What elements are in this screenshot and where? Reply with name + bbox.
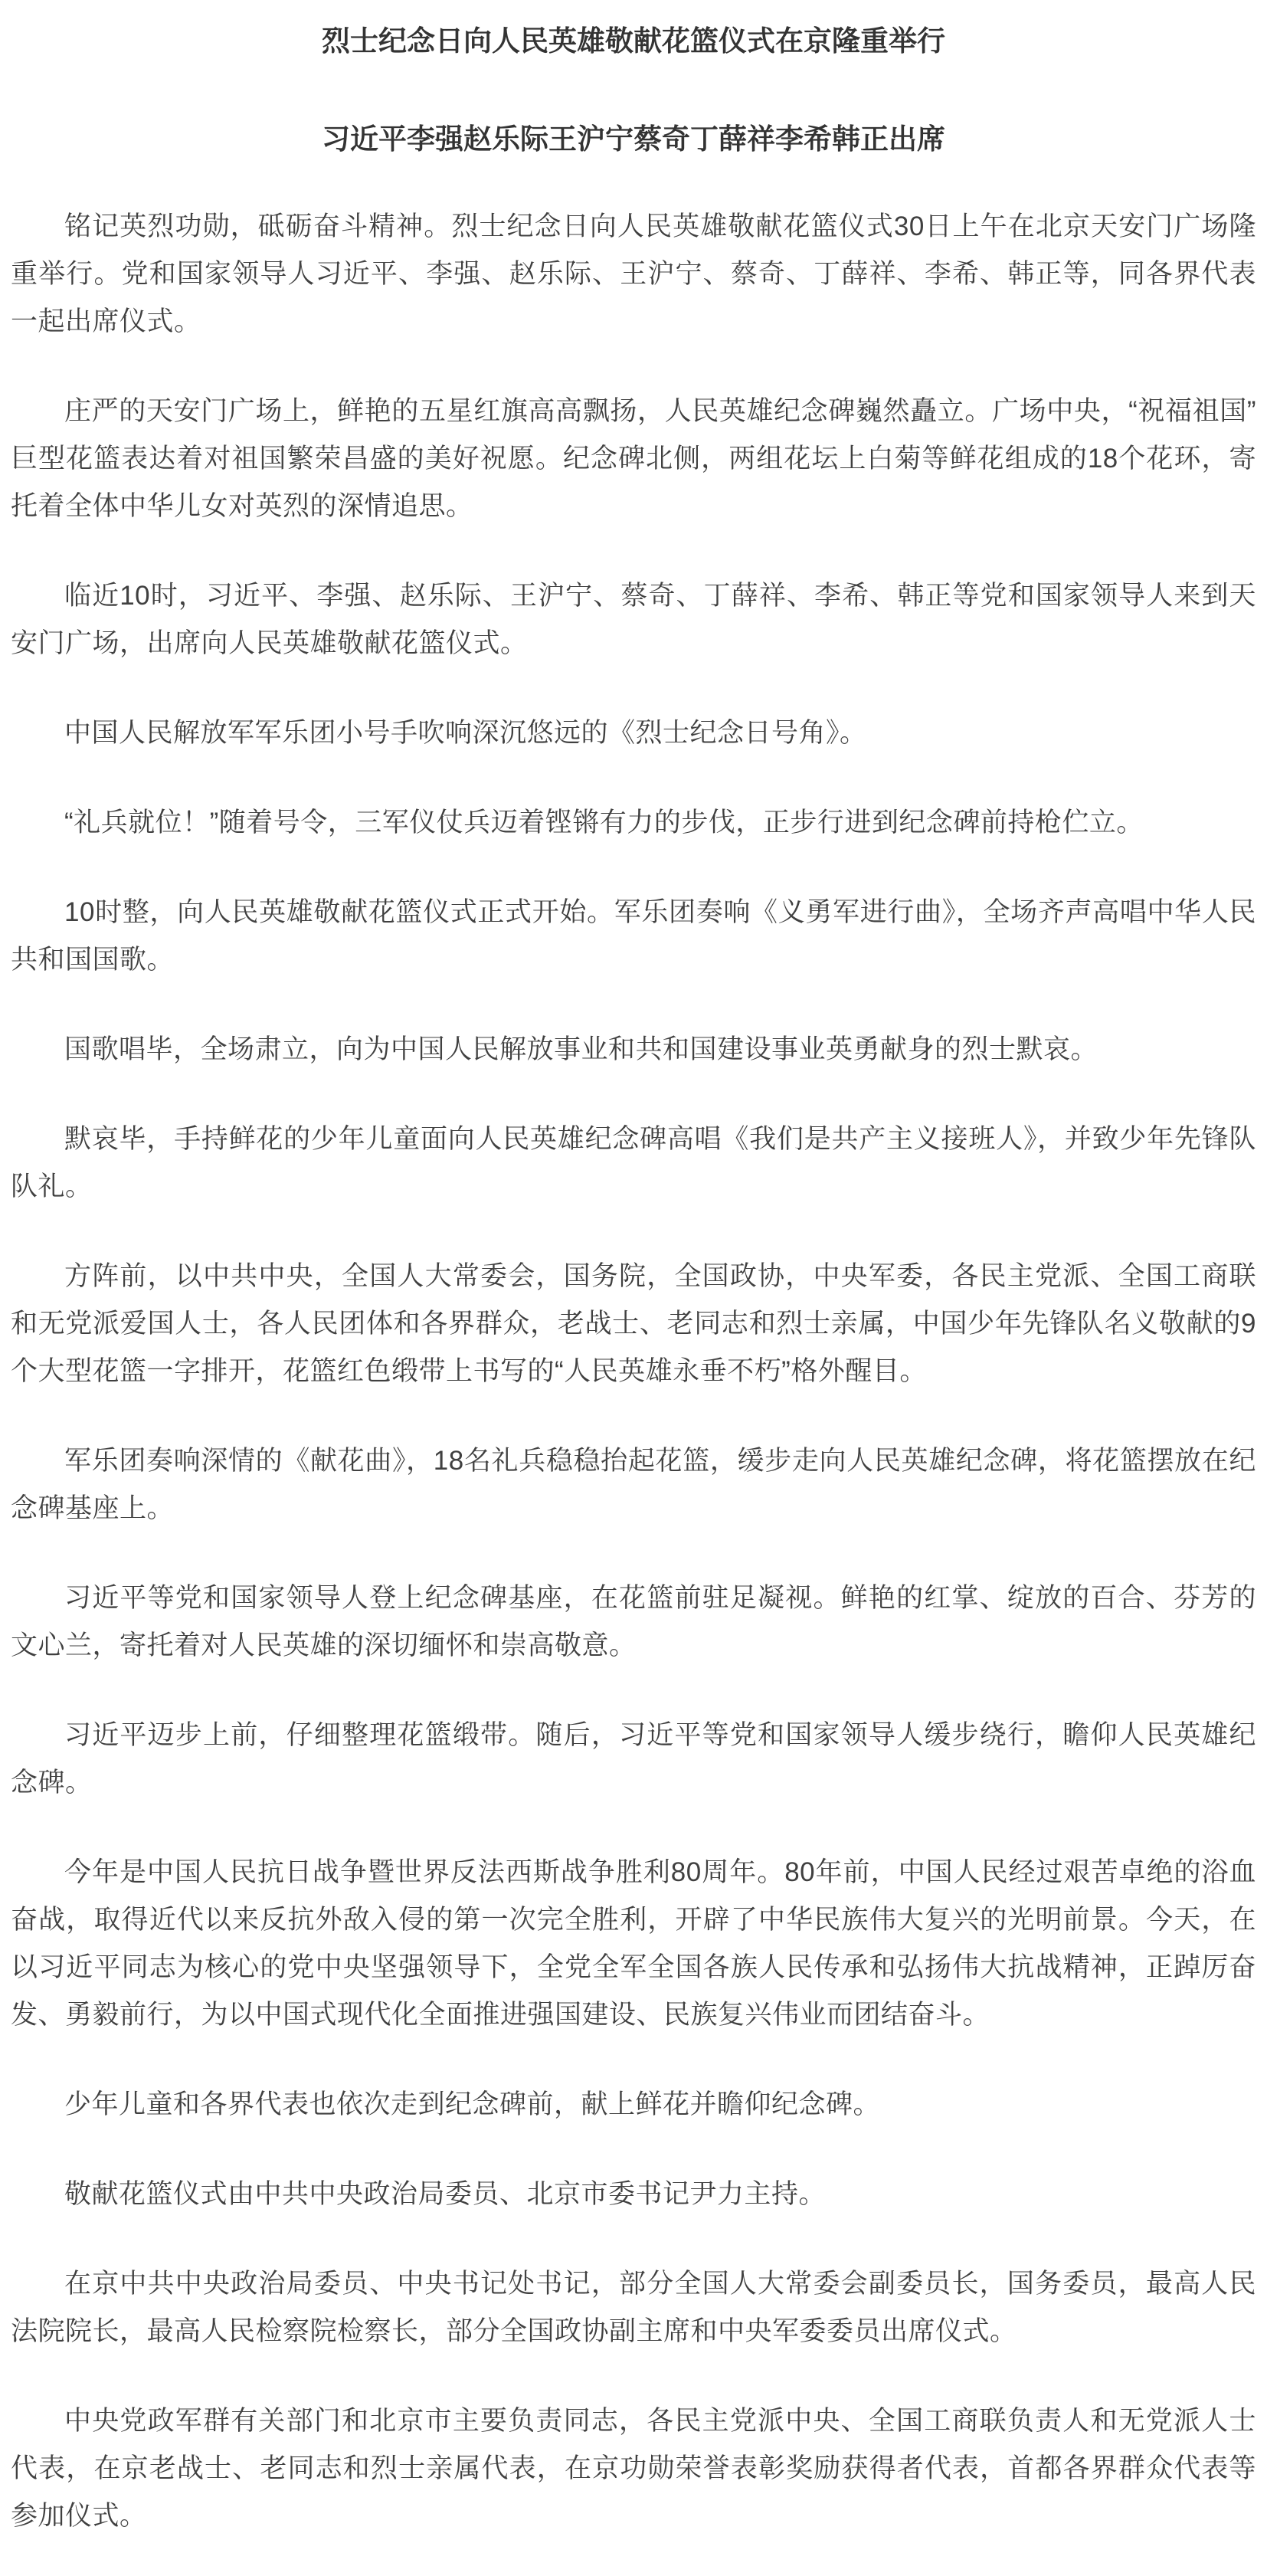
article-body [11, 203, 1256, 2540]
article-title: 烈士纪念日向人民英雄敬献花篮仪式在京隆重举行 [322, 25, 945, 57]
paragraph: 中央党政军群有关部门和北京市主要负责同志，各民主党派中央、全国工商联负责人和无党派人士代表，在京老战士、老同志和烈士亲属代表，在京功勋荣誉表彰奖励获得者代表，首都各界群众代表等参加仪式。 [11, 2406, 1256, 2532]
paragraph: “礼兵就位！”随着号令，三军仪仗兵迈着铿锵有力的步伐，正步行进到纪念碑前持枪伫立。 [64, 808, 1144, 838]
paragraph: 方阵前，以中共中央，全国人大常委会，国务院，全国政协，中央军委，各民主党派、全国工商联和无党派爱国人士，各人民团体和各界群众，老战士、老同志和烈士亲属，中国少年先锋队名义敬献的9个大型花篮一字排开，花篮红色缎带上书写的“人民英雄永垂不朽”格外醒目。 [11, 1261, 1256, 1387]
paragraph: 习近平迈步上前，仔细整理花篮缎带。随后，习近平等党和国家领导人缓步绕行，瞻仰人民英雄纪念碑。 [11, 1720, 1256, 1798]
paragraph: 铭记英烈功勋，砥砺奋斗精神。烈士纪念日向人民英雄敬献花篮仪式30日上午在北京天安门广场隆重举行。党和国家领导人习近平、李强、赵乐际、王沪宁、蔡奇、丁薛祥、李希、韩正等，同各界代表一起出席仪式。 [11, 211, 1256, 337]
paragraph: 少年儿童和各界代表也依次走到纪念碑前，献上鲜花并瞻仰纪念碑。 [64, 2089, 881, 2120]
paragraph: 10时整，向人民英雄敬献花篮仪式正式开始。军乐团奏响《义勇军进行曲》，全场齐声高唱中华人民共和国国歌。 [11, 897, 1256, 975]
paragraph: 国歌唱毕，全场肃立，向为中国人民解放事业和共和国建设事业英勇献身的烈士默哀。 [64, 1034, 1098, 1065]
paragraph: 习近平等党和国家领导人登上纪念碑基座，在花篮前驻足凝视。鲜艳的红掌、绽放的百合、芬芳的文心兰，寄托着对人民英雄的深切缅怀和崇高敬意。 [11, 1583, 1256, 1661]
paragraph: 中国人民解放军军乐团小号手吹响深沉悠远的《烈士纪念日号角》。 [64, 718, 867, 749]
paragraph: 军乐团奏响深情的《献花曲》，18名礼兵稳稳抬起花篮，缓步走向人民英雄纪念碑，将花篮摆放在纪念碑基座上。 [11, 1446, 1256, 1524]
paragraph: 庄严的天安门广场上，鲜艳的五星红旗高高飘扬，人民英雄纪念碑巍然矗立。广场中央，“祝福祖国”巨型花篮表达着对祖国繁荣昌盛的美好祝愿。纪念碑北侧，两组花坛上白菊等鲜花组成的18个花环，寄托着全体中华儿女对英烈的深情追思。 [11, 396, 1256, 522]
paragraph: 在京中共中央政治局委员、中央书记处书记，部分全国人大常委会副委员长，国务委员，最高人民法院院长，最高人民检察院检察长，部分全国政协副主席和中央军委委员出席仪式。 [11, 2269, 1256, 2347]
paragraph: 敬献花篮仪式由中共中央政治局委员、北京市委书记尹力主持。 [64, 2179, 827, 2210]
news-article [0, 25, 1267, 2540]
paragraph: 今年是中国人民抗日战争暨世界反法西斯战争胜利80周年。80年前，中国人民经过艰苦卓绝的浴血奋战，取得近代以来反抗外敌入侵的第一次完全胜利，开辟了中华民族伟大复兴的光明前景。今天，在以习近平同志为核心的党中央坚强领导下，全党全军全国各族人民传承和弘扬伟大抗战精神，正踔厉奋发、勇毅前行，为以中国式现代化全面推进强国建设、民族复兴伟业而团结奋斗。 [11, 1857, 1256, 2030]
article-subtitle: 习近平李强赵乐际王沪宁蔡奇丁薛祥李希韩正出席 [322, 123, 945, 155]
paragraph: 临近10时，习近平、李强、赵乐际、王沪宁、蔡奇、丁薛祥、李希、韩正等党和国家领导人来到天安门广场，出席向人民英雄敬献花篮仪式。 [11, 581, 1256, 659]
paragraph: 默哀毕，手持鲜花的少年儿童面向人民英雄纪念碑高唱《我们是共产主义接班人》，并致少年先锋队队礼。 [11, 1124, 1256, 1202]
